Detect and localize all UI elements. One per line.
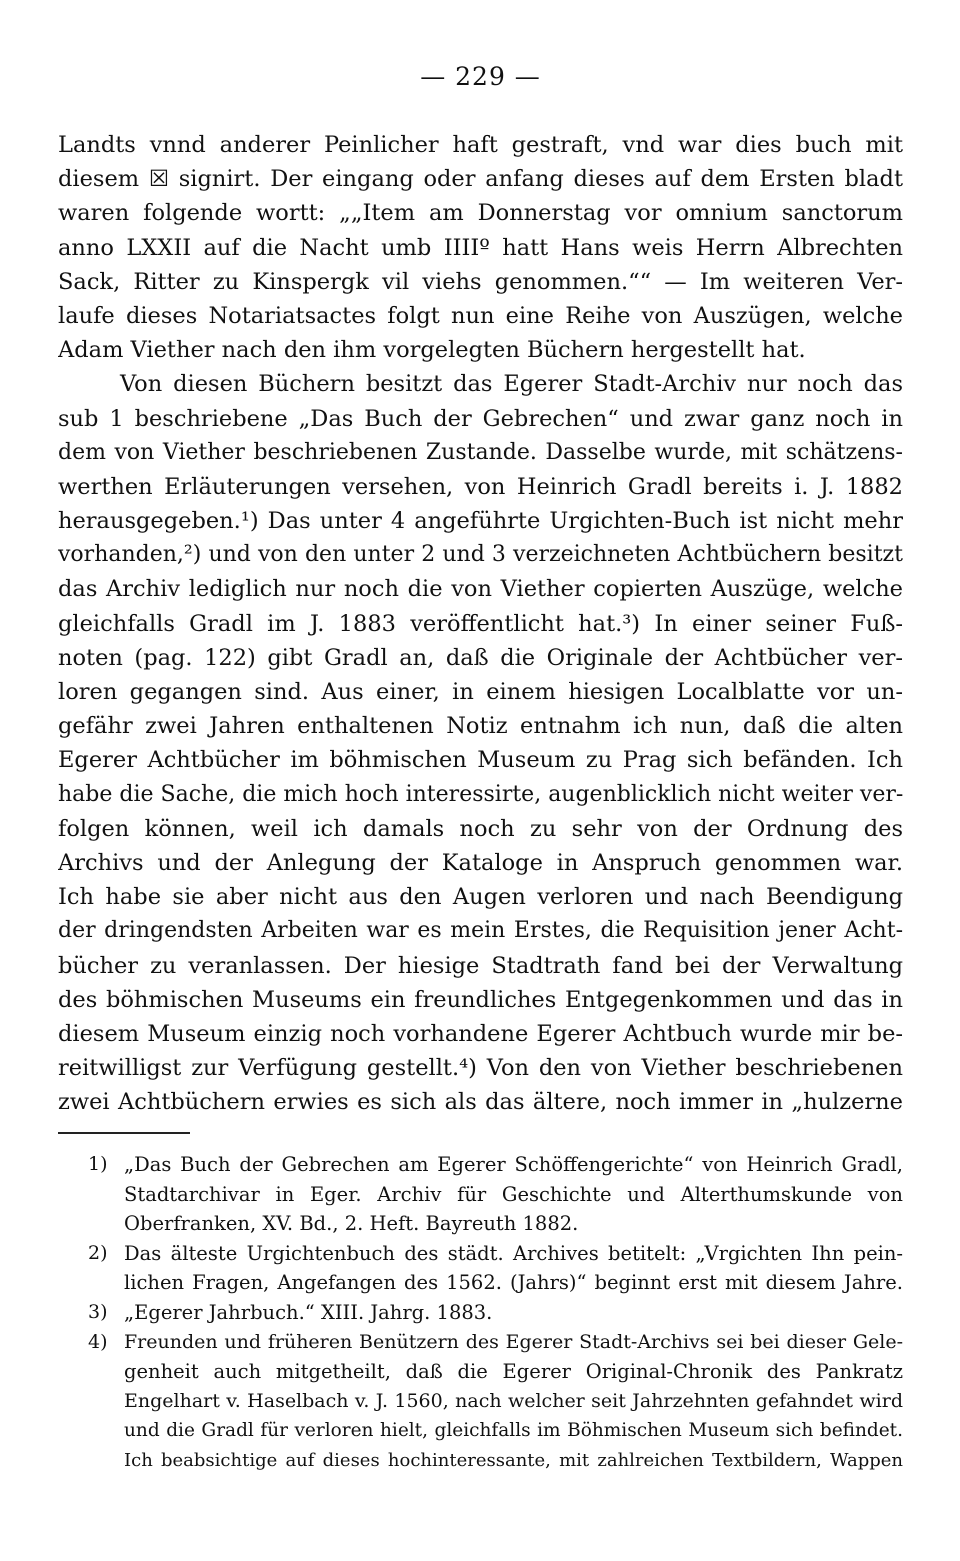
text-line: werthen Erläuterungen versehen, von Heinrich Gradl bereits i. J. 1882 xyxy=(58,473,903,500)
text-line: diesem ☒ signirt. Der eingang oder anfang dieses auf dem Ersten bladt xyxy=(58,166,903,193)
footnote-3 xyxy=(58,1298,903,1328)
text-line: gefähr zwei Jahren enthaltenen Notiz entnahm ich nun, daß die alten xyxy=(58,713,903,740)
text-line: Von diesen Büchern besitzt das Egerer Stadt-Archiv nur noch das xyxy=(120,371,903,398)
main-text xyxy=(58,128,903,1119)
text-line: Archivs und der Anlegung der Kataloge in Anspruch genommen war. xyxy=(58,849,903,876)
text-line: Adam Viether nach den ihm vorgelegten Büchern hergestellt hat. xyxy=(58,337,806,364)
footnote-line: Freunden und früheren Benützern des Egerer Stadt-Archivs sei bei dieser Gele- xyxy=(124,1330,903,1353)
footnote-line: Stadtarchivar in Eger. Archiv für Geschichte und Alterthumskunde von xyxy=(124,1182,903,1206)
text-line: folgen können, weil ich damals noch zu sehr von der Ordnung des xyxy=(58,815,903,842)
text-line: Landts vnnd anderer Peinlicher haft gestraft, vnd war dies buch mit xyxy=(58,132,903,158)
text-line: bücher zu veranlassen. Der hiesige Stadtrath fand bei der Verwaltung xyxy=(58,952,903,979)
footnote-line: genheit auch mitgetheilt, daß die Egerer Original-Chronik des Pankratz xyxy=(124,1360,903,1384)
footnote-line: Das älteste Urgichtenbuch des städt. Archives betitelt: „Vrgichten Ihn pein- xyxy=(124,1241,903,1265)
text-line: noten (pag. 122) gibt Gradl an, daß die Originale der Achtbücher ver- xyxy=(58,644,903,671)
text-line: loren gegangen sind. Aus einer, in einem hiesigen Localblatte vor un- xyxy=(58,679,903,705)
text-line: zwei Achtbüchern erwies es sich als das ältere, noch immer in „hulzerne xyxy=(58,1089,903,1116)
footnote-line: „Das Buch der Gebrechen am Egerer Schöffengerichte“ von Heinrich Gradl, xyxy=(124,1153,903,1176)
text-line: des böhmischen Museums ein freundliches Entgegenkommen und das in xyxy=(58,986,903,1013)
footnote-line: Engelhart v. Haselbach v. J. 1560, nach welcher seit Jahrzehnten gefahndet wird xyxy=(124,1389,903,1412)
footnote-divider xyxy=(58,1132,190,1134)
footnote-marker: 4) xyxy=(88,1330,108,1353)
book-page xyxy=(58,0,903,1561)
footnote-2 xyxy=(58,1239,903,1298)
text-line: diesem Museum einzig noch vorhandene Egerer Achtbuch wurde mir be- xyxy=(58,1020,903,1047)
text-line: herausgegeben.¹) Das unter 4 angeführte Urgichten-Buch ist nicht mehr xyxy=(58,508,903,535)
footnote-line: Ich beabsichtige auf dieses hochinteressante, mit zahlreichen Textbildern, Wappen xyxy=(124,1449,903,1471)
text-line: dem von Viether beschriebenen Zustande. Dasselbe wurde, mit schätzens- xyxy=(58,439,903,465)
text-line: gleichfalls Gradl im J. 1883 veröffentlicht hat.³) In einer seiner Fuß- xyxy=(58,610,903,637)
footnote-line: „Egerer Jahrbuch.“ XIII. Jahrg. 1883. xyxy=(124,1300,493,1324)
page-number: — 229 — xyxy=(420,62,541,91)
text-line: habe die Sache, die mich hoch interessirte, augenblicklich nicht weiter ver- xyxy=(58,781,903,807)
text-line: Egerer Achtbücher im böhmischen Museum zu Prag sich befänden. Ich xyxy=(58,747,903,774)
footnotes xyxy=(58,1150,903,1476)
footnote-line: lichen Fragen, Angefangen des 1562. (Jahrs)“ beginnt erst mit diesem Jahre. xyxy=(124,1271,903,1295)
footnote-marker: 2) xyxy=(88,1241,108,1264)
footnote-marker: 1) xyxy=(88,1153,108,1175)
text-line: anno LXXII auf die Nacht umb IIIIº hatt Hans weis Herrn Albrechten xyxy=(58,234,903,261)
text-line: Ich habe sie aber nicht aus den Augen verloren und nach Beendigung xyxy=(58,884,903,911)
text-line: der dringendsten Arbeiten war es mein Erstes, die Requisition jener Acht- xyxy=(58,918,903,944)
footnote-line: Oberfranken, XV. Bd., 2. Heft. Bayreuth 1882. xyxy=(124,1212,579,1236)
text-line: das Archiv lediglich nur noch die von Viether copierten Auszüge, welche xyxy=(58,576,903,603)
text-line: laufe dieses Notariatsactes folgt nun eine Reihe von Auszügen, welche xyxy=(58,302,903,329)
footnote-marker: 3) xyxy=(88,1300,108,1323)
footnote-line: und die Gradl für verloren hielt, gleichfalls im Böhmischen Museum sich befindet. xyxy=(124,1420,903,1442)
footnote-1 xyxy=(58,1150,903,1239)
text-line: reitwilligst zur Verfügung gestellt.⁴) Von den von Viether beschriebenen xyxy=(58,1055,903,1082)
text-line: sub 1 beschriebene „Das Buch der Gebrechen“ und zwar ganz noch in xyxy=(58,405,903,432)
footnote-4 xyxy=(58,1328,903,1476)
text-line: Sack, Ritter zu Kinspergk vil viehs genommen.““ — Im weiteren Ver- xyxy=(58,268,903,295)
text-line: vorhanden,²) und von den unter 2 und 3 verzeichneten Achtbüchern besitzt xyxy=(58,542,903,568)
text-line: waren folgende wortt: „„Item am Donnerstag vor omnium sanctorum xyxy=(58,200,903,227)
